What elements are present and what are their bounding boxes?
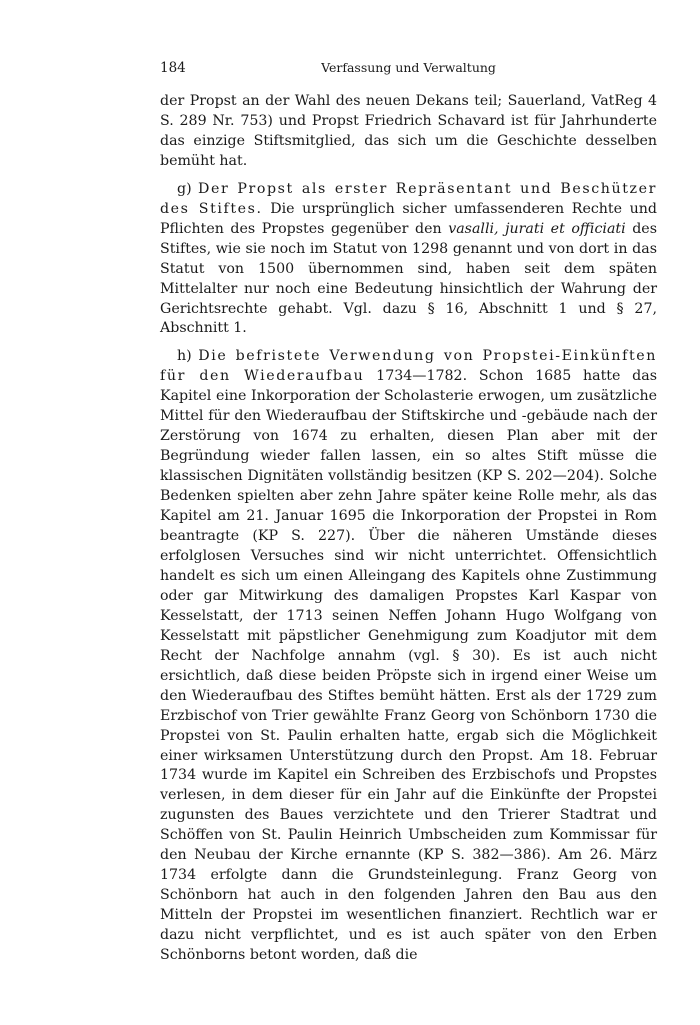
- body-text: [160, 92, 657, 966]
- paragraph-2: [160, 180, 657, 340]
- section-heading-h: Die befristete Verwendung von Propstei-Einkünften für den Wiederaufbau: [160, 348, 657, 385]
- paragraph-1: [160, 92, 657, 172]
- page-number: 184: [160, 60, 186, 76]
- latin-phrase: vasalli, jurati et officiati: [448, 220, 626, 237]
- paragraph-2-text-a: Die ursprünglich sicher umfassenderen Rechte und Pflichten des Propstes gegenüber den: [160, 200, 657, 237]
- paragraph-1-text: der Propst an der Wahl des neuen Dekans teil; Sauerland, VatReg 4 S. 289 Nr. 753) und Propst Friedrich Schavard ist für Jahrhunderte das einzige Stiftsmitglied, das sich um die Geschichte desselben bemüht hat.: [160, 93, 657, 169]
- section-heading-g: Der Propst als erster Repräsentant und Beschützer des Stiftes.: [160, 180, 657, 217]
- running-head: [160, 58, 657, 78]
- section-letter-h: h): [177, 348, 199, 365]
- paragraph-3-text: 1734—1782. Schon 1685 hatte das Kapitel eine Inkorporation der Scholasterie erwogen, um zusätzliche Mittel für den Wiederaufbau der Stiftskirche und -gebäude nach der Zerstörung von 1674 zu erhalten, diesen Plan aber mit der Begründung wieder fallen lassen, ein so altes Stift müsse die klassischen Dignitäten vollständig besitzen (KP S. 202—204). Solche Bedenken spielten aber zehn Jahre später keine Rolle mehr, als das Kapitel am 21. Januar 1695 die Inkorporation der Propstei in Rom beantragte (KP S. 227). Über die näheren Umstände dieses erfolglosen Versuches sind wir nicht unterrichtet. Offensichtlich handelt es sich um einen Alleingang des Kapitels ohne Zustimmung oder gar Mitwirkung des damaligen Propstes Karl Kaspar von Kesselstatt, der 1713 seinen Neffen Johann Hugo Wolfgang von Kesselstatt mit päpstlicher Genehmigung zum Koadjutor mit dem Recht der Nachfolge annahm (vgl. § 30). Es ist auch nicht ersichtlich, daß diese beiden Pröpste sich in irgend einer Weise um den Wiederaufbau des Stiftes bemüht hätten. Erst als der 1729 zum Erzbischof von Trier gewählte Franz Georg von Schönborn 1730 die Propstei von St. Paulin erhalten hatte, ergab sich die Möglichkeit einer wirksamen Unterstützung durch den Propst. Am 18. Februar 1734 wurde im Kapitel ein Schreiben des Erzbischofs und Propstes verlesen, in dem dieser für ein Jahr auf die Einkünfte der Propstei zugunsten des Baues verzichtete und den Trierer Stadtrat und Schöffen von St. Paulin Heinrich Umbscheiden zum Kommissar für den Neubau der Kirche ernannte (KP S. 382—386). Am 26. März 1734 erfolgte dann die Grundsteinlegung. Franz Georg von Schönborn hat auch in den folgenden Jahren den Bau aus den Mitteln der Propstei im wesentlichen finanziert. Rechtlich war er dazu nicht verpflichtet, und es ist auch später von den Erben Schönborns betont worden, daß die: [160, 368, 658, 964]
- running-title: Verfassung und Verwaltung: [321, 60, 496, 75]
- paragraph-3: [160, 347, 657, 966]
- paragraph-2-text-b: des Stiftes, wie sie noch im Statut von 1298 genannt und von dort in das Statut von 1500 übernommen sind, haben seit dem späten Mittelalter nur noch eine Bedeutung hinsichtlich der Wahrung der Gerichtsrechte gehabt. Vgl. dazu § 16, Abschnitt 1 und § 27, Abschnitt 1.: [160, 220, 657, 337]
- section-letter-g: g): [177, 180, 198, 197]
- book-page: [160, 58, 657, 966]
